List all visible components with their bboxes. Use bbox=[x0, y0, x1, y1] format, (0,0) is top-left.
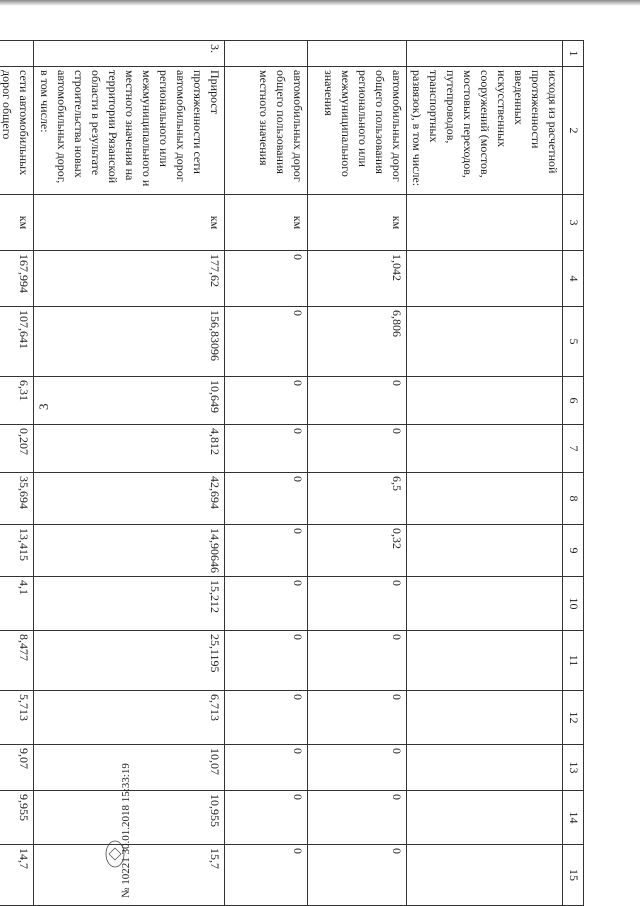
table-header-row bbox=[563, 41, 584, 906]
value-cell bbox=[407, 845, 563, 906]
row-number bbox=[407, 41, 563, 67]
table-row bbox=[225, 41, 308, 906]
value-cell: 0 bbox=[308, 791, 407, 845]
header-cell: 10 bbox=[563, 577, 584, 631]
row-description: исходя из расчетной протяженности введенных искусственных сооружений (мостов, мостовых переходов, путепроводов, транспортных развязок), в том числе: bbox=[407, 67, 563, 195]
header-cell: 3 bbox=[563, 195, 584, 251]
value-cell: 35,694 bbox=[0, 473, 34, 525]
header-cell: 5 bbox=[563, 307, 584, 377]
value-cell: 0 bbox=[308, 745, 407, 791]
value-cell: 5,713 bbox=[0, 691, 34, 745]
value-cell: 15,212 bbox=[34, 577, 225, 631]
unit-cell: км bbox=[308, 195, 407, 251]
rotated-table-container bbox=[0, 40, 584, 905]
value-cell: 0 bbox=[308, 845, 407, 906]
header-cell: 6 bbox=[563, 377, 584, 425]
value-cell: 4,1 bbox=[0, 577, 34, 631]
value-cell: 0 bbox=[225, 425, 308, 473]
value-cell: 0 bbox=[225, 251, 308, 307]
header-cell: 8 bbox=[563, 473, 584, 525]
header-cell: 11 bbox=[563, 631, 584, 691]
header-cell: 14 bbox=[563, 791, 584, 845]
table-row bbox=[308, 41, 407, 906]
value-cell: 156,83096 bbox=[34, 307, 225, 377]
header-cell: 7 bbox=[563, 425, 584, 473]
value-cell: 4,812 bbox=[34, 425, 225, 473]
document-registration-info: № 10221 30.01.2018 15:33:19 bbox=[120, 763, 132, 898]
header-cell: 9 bbox=[563, 525, 584, 577]
value-cell bbox=[407, 307, 563, 377]
unit-cell bbox=[407, 195, 563, 251]
unit-cell: км bbox=[0, 195, 34, 251]
value-cell: 0 bbox=[225, 845, 308, 906]
value-cell: 0,32 bbox=[308, 525, 407, 577]
value-cell: 0 bbox=[225, 791, 308, 845]
table-row bbox=[0, 41, 34, 906]
value-cell: 0 bbox=[225, 745, 308, 791]
document-footer bbox=[120, 763, 132, 898]
value-cell bbox=[407, 577, 563, 631]
value-cell bbox=[407, 251, 563, 307]
value-cell: 6,713 bbox=[34, 691, 225, 745]
header-cell: 13 bbox=[563, 745, 584, 791]
value-cell: 15,7 bbox=[34, 845, 225, 906]
value-cell bbox=[407, 473, 563, 525]
header-cell: 4 bbox=[563, 251, 584, 307]
value-cell: 9,07 bbox=[0, 745, 34, 791]
row-description: автомобильных дорог общего пользования местного значения bbox=[225, 67, 308, 195]
scan-edge bbox=[0, 0, 640, 6]
value-cell: 0 bbox=[225, 631, 308, 691]
value-cell: 0 bbox=[308, 691, 407, 745]
value-cell: 0 bbox=[308, 425, 407, 473]
value-cell: 177,62 bbox=[34, 251, 225, 307]
value-cell: 42,694 bbox=[34, 473, 225, 525]
row-description: автомобильных дорог общего пользования регионального или межмуниципального значения bbox=[308, 67, 407, 195]
value-cell: 6,806 bbox=[308, 307, 407, 377]
value-cell bbox=[407, 691, 563, 745]
value-cell: 10,07 bbox=[34, 745, 225, 791]
page-number: 3 bbox=[36, 403, 51, 410]
value-cell: 0 bbox=[308, 631, 407, 691]
value-cell: 167,994 bbox=[0, 251, 34, 307]
value-cell: 0 bbox=[225, 691, 308, 745]
value-cell: 8,477 bbox=[0, 631, 34, 691]
value-cell: 10,649 bbox=[34, 377, 225, 425]
value-cell: 14,90646 bbox=[34, 525, 225, 577]
value-cell: 0 bbox=[225, 377, 308, 425]
header-cell: 12 bbox=[563, 691, 584, 745]
value-cell: 13,415 bbox=[0, 525, 34, 577]
data-table bbox=[0, 40, 584, 906]
value-cell bbox=[407, 745, 563, 791]
row-number bbox=[308, 41, 407, 67]
value-cell: 6,5 bbox=[308, 473, 407, 525]
value-cell bbox=[407, 631, 563, 691]
row-number bbox=[0, 41, 34, 67]
header-cell: 15 bbox=[563, 845, 584, 906]
value-cell: 0 bbox=[225, 473, 308, 525]
value-cell: 0 bbox=[225, 577, 308, 631]
value-cell bbox=[407, 377, 563, 425]
row-number bbox=[225, 41, 308, 67]
value-cell: 9,955 bbox=[0, 791, 34, 845]
value-cell: 107,641 bbox=[0, 307, 34, 377]
value-cell: 1,042 bbox=[308, 251, 407, 307]
row-description: Прирост протяженности сети автомобильных дорог регионального или межмуниципального и местного значения на территории Рязанской области в результате строительства новых автомобильных дорог, в том числе: bbox=[34, 67, 225, 195]
unit-cell: км bbox=[225, 195, 308, 251]
value-cell: 10,955 bbox=[34, 791, 225, 845]
value-cell: 6,31 bbox=[0, 377, 34, 425]
header-cell: 2 bbox=[563, 67, 584, 195]
value-cell bbox=[407, 425, 563, 473]
value-cell: 25,1195 bbox=[34, 631, 225, 691]
value-cell bbox=[407, 791, 563, 845]
header-cell: 1 bbox=[563, 41, 584, 67]
value-cell: 0 bbox=[225, 525, 308, 577]
value-cell: 14,7 bbox=[0, 845, 34, 906]
unit-cell: км bbox=[34, 195, 225, 251]
value-cell: 0 bbox=[225, 307, 308, 377]
row-description: сети автомобильных дорог общего bbox=[0, 67, 34, 195]
value-cell bbox=[407, 525, 563, 577]
row-number: 3. bbox=[34, 41, 225, 67]
value-cell: 0 bbox=[308, 577, 407, 631]
value-cell: 0,207 bbox=[0, 425, 34, 473]
value-cell: 0 bbox=[308, 377, 407, 425]
table-row bbox=[407, 41, 563, 906]
